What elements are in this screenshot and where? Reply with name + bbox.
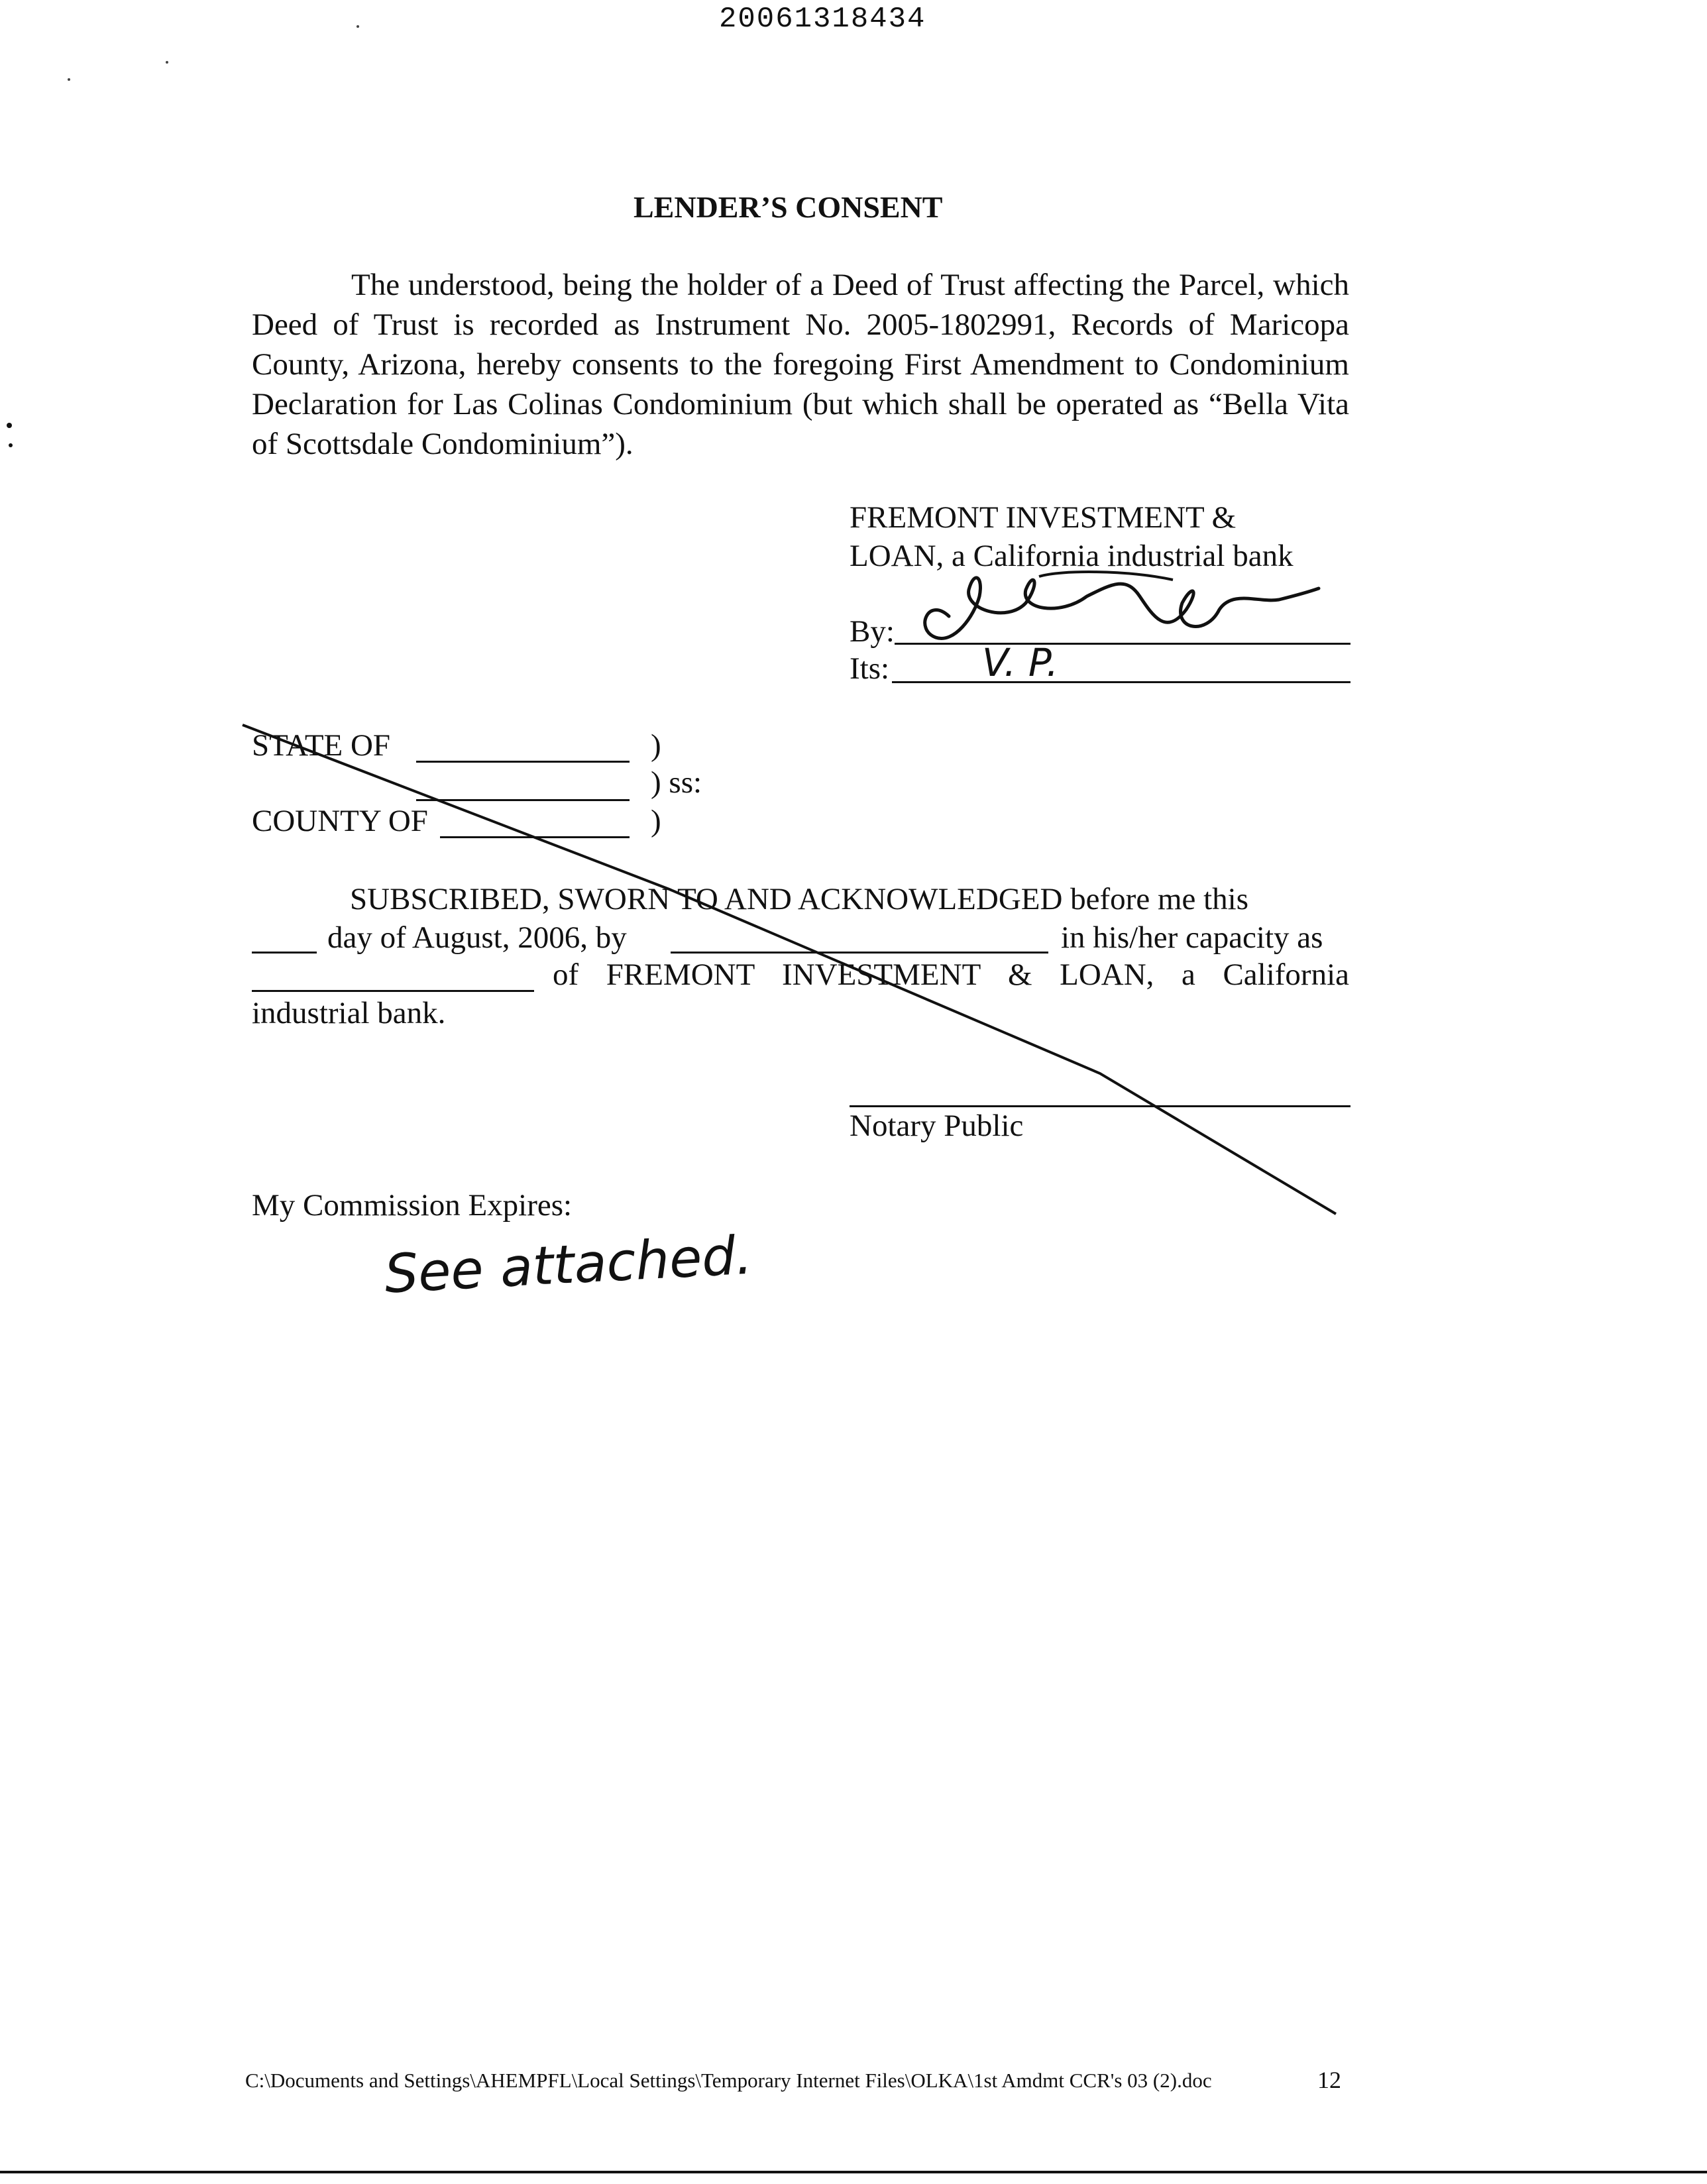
notary-public-label: Notary Public bbox=[850, 1109, 1024, 1143]
county-blank-line bbox=[440, 836, 630, 838]
state-label: STATE OF bbox=[252, 728, 391, 763]
county-paren: ) bbox=[651, 804, 661, 838]
state-paren: ) bbox=[651, 728, 661, 763]
consent-text: The understood, being the holder of a Deed of Trust affecting the Parcel, which Deed of Trust is recorded as Instrument No. 2005-1802991, Records of Maricopa County, Arizona, hereby consents to the foregoing First Amendment to Condominium Declaration for Las Colinas Condominium (but which shall be operated as “Bella Vita of Scottsdale Condominium”). bbox=[252, 268, 1349, 461]
lender-name-line2: LOAN, a California industrial bank bbox=[850, 539, 1294, 573]
lender-name-line1: FREMONT INVESTMENT & bbox=[850, 500, 1237, 535]
capacity-blank-line bbox=[252, 990, 534, 992]
file-path-footer: C:\Documents and Settings\AHEMPFL\Local Settings\Temporary Internet Files\OLKA\1st Amdmt CCR's 03 (2).doc bbox=[245, 2069, 1212, 2092]
page-title: LENDER’S CONSENT bbox=[633, 190, 943, 224]
page-number: 12 bbox=[1317, 2067, 1341, 2093]
its-signature-line bbox=[892, 681, 1350, 683]
state-blank-line bbox=[416, 761, 630, 763]
notary-line-4: industrial bank. bbox=[252, 996, 446, 1030]
by-label: By: bbox=[850, 614, 895, 649]
day-blank-line bbox=[252, 952, 317, 954]
commission-expires-label: My Commission Expires: bbox=[252, 1188, 573, 1223]
notary-signature-line bbox=[850, 1105, 1350, 1107]
ss-blank-line bbox=[416, 799, 630, 801]
notary-line-2a: day of August, 2006, by bbox=[327, 920, 627, 955]
notary-line-1: SUBSCRIBED, SWORN TO AND ACKNOWLEDGED before me this bbox=[350, 882, 1249, 916]
notary-line-3: of FREMONT INVESTMENT & LOAN, a California bbox=[553, 957, 1349, 992]
recording-number: 20061318434 bbox=[719, 3, 926, 36]
ss-label: ) ss: bbox=[651, 765, 702, 800]
by-signature-line bbox=[895, 643, 1350, 645]
county-label: COUNTY OF bbox=[252, 804, 428, 838]
notary-line-2b: in his/her capacity as bbox=[1061, 920, 1323, 955]
lender-signature bbox=[925, 578, 1319, 639]
handwritten-see-attached: See attached. bbox=[382, 1224, 754, 1305]
consent-paragraph bbox=[252, 265, 1349, 464]
name-blank-line bbox=[671, 952, 1048, 954]
its-handwritten-title: V. P. bbox=[982, 640, 1059, 685]
its-label: Its: bbox=[850, 651, 890, 686]
lender-name-block bbox=[850, 498, 1294, 575]
